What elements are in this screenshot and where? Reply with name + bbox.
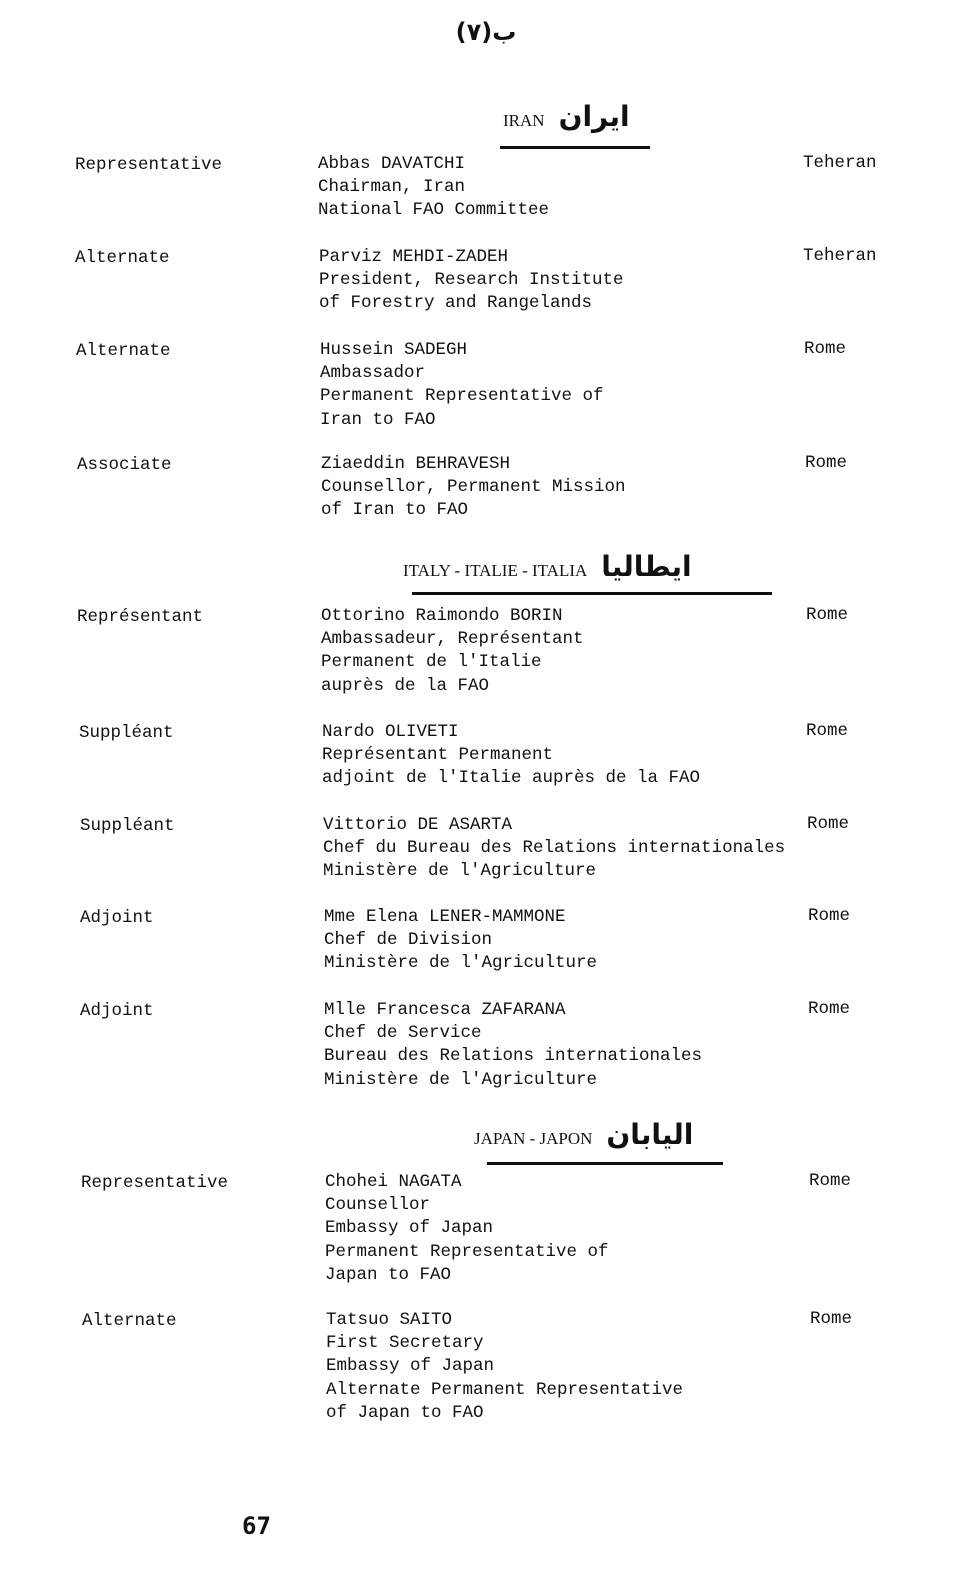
country-heading bbox=[503, 100, 630, 133]
delegate-role: Alternate bbox=[75, 248, 170, 268]
page-number: 67 bbox=[242, 1512, 271, 1540]
delegate-title-line: President, Research Institute bbox=[319, 270, 624, 291]
delegate-location: Rome bbox=[807, 814, 850, 834]
delegate-details bbox=[321, 605, 584, 698]
delegate-location: Rome bbox=[804, 339, 847, 359]
delegate-title-line: Chef du Bureau des Relations internationales bbox=[323, 838, 786, 859]
delegate-title-line: Permanent Representative of bbox=[325, 1241, 609, 1262]
delegate-title-line: Chairman, Iran bbox=[318, 177, 466, 198]
delegate-title-line: Représentant Permanent bbox=[322, 745, 554, 766]
delegate-role: Suppléant bbox=[79, 723, 174, 743]
delegate-title-line: Chef de Service bbox=[324, 1023, 482, 1044]
delegate-location: Teheran bbox=[803, 153, 877, 173]
delegate-details bbox=[318, 153, 549, 223]
delegate-name: Chohei NAGATA bbox=[325, 1172, 462, 1192]
delegate-name: Abbas DAVATCHI bbox=[318, 154, 466, 174]
delegate-role: Adjoint bbox=[80, 1001, 154, 1021]
delegate-title-line: of Japan to FAO bbox=[326, 1402, 484, 1423]
delegate-name: Ottorino Raimondo BORIN bbox=[321, 606, 563, 626]
country-name-latin: JAPAN - JAPON bbox=[474, 1129, 593, 1148]
delegate-name: Mlle Francesca ZAFARANA bbox=[324, 1000, 566, 1020]
country-heading bbox=[403, 550, 692, 583]
delegate-title-line: Chef de Division bbox=[324, 930, 493, 951]
delegate-title-line: Ministère de l'Agriculture bbox=[324, 1069, 598, 1090]
delegate-name: Nardo OLIVETI bbox=[322, 722, 459, 742]
delegate-title-line: Embassy of Japan bbox=[326, 1356, 495, 1377]
delegate-title-line: Embassy of Japan bbox=[325, 1218, 494, 1239]
delegate-details bbox=[319, 246, 624, 316]
country-underline bbox=[412, 592, 772, 595]
delegate-title-line: Bureau des Relations internationales bbox=[324, 1046, 703, 1067]
delegate-title-line: Ambassadeur, Représentant bbox=[321, 629, 584, 650]
delegate-details bbox=[325, 1171, 609, 1287]
delegate-location: Teheran bbox=[803, 246, 877, 266]
delegate-title-line: of Iran to FAO bbox=[321, 500, 469, 521]
delegate-role: Adjoint bbox=[80, 908, 154, 928]
delegate-name: Mme Elena LENER-MAMMONE bbox=[324, 907, 566, 927]
country-name-arabic: اليابان bbox=[606, 1118, 694, 1151]
delegate-role: Représentant bbox=[77, 607, 204, 627]
delegate-title-line: Ambassador bbox=[320, 363, 426, 384]
delegate-name: Ziaeddin BEHRAVESH bbox=[321, 454, 511, 474]
country-name-arabic: ايطاليا bbox=[601, 550, 692, 583]
delegate-title-line: Japan to FAO bbox=[325, 1264, 452, 1285]
country-name-latin: ITALY - ITALIE - ITALIA bbox=[403, 561, 588, 580]
delegate-name: Tatsuo SAITO bbox=[326, 1310, 453, 1330]
delegate-title-line: auprès de la FAO bbox=[321, 675, 490, 696]
delegate-location: Rome bbox=[805, 453, 848, 473]
country-name-latin: IRAN bbox=[503, 111, 545, 130]
delegate-details bbox=[326, 1309, 683, 1425]
delegate-details bbox=[324, 999, 702, 1092]
delegate-title-line: of Forestry and Rangelands bbox=[319, 293, 593, 314]
delegate-location: Rome bbox=[809, 1171, 852, 1191]
country-heading bbox=[474, 1118, 693, 1151]
delegate-title-line: National FAO Committee bbox=[318, 200, 550, 221]
delegate-name: Parviz MEHDI-ZADEH bbox=[319, 247, 509, 267]
delegate-details bbox=[320, 339, 604, 432]
delegate-title-line: Alternate Permanent Representative bbox=[326, 1379, 684, 1400]
country-underline bbox=[487, 1162, 723, 1165]
delegate-name: Vittorio DE ASARTA bbox=[323, 815, 513, 835]
delegate-location: Rome bbox=[806, 605, 849, 625]
page-header: ب(٧) bbox=[455, 18, 517, 46]
delegate-location: Rome bbox=[808, 906, 851, 926]
delegate-title-line: First Secretary bbox=[326, 1333, 484, 1354]
delegate-details bbox=[321, 453, 626, 523]
delegate-details bbox=[324, 906, 597, 976]
delegate-role: Suppléant bbox=[80, 816, 175, 836]
delegate-location: Rome bbox=[806, 721, 849, 741]
delegate-title-line: Iran to FAO bbox=[320, 409, 436, 430]
delegate-location: Rome bbox=[810, 1309, 853, 1329]
delegate-title-line: Ministère de l'Agriculture bbox=[323, 861, 597, 882]
delegate-title-line: Counsellor, Permanent Mission bbox=[321, 477, 626, 498]
delegate-title-line: Counsellor bbox=[325, 1195, 431, 1216]
delegate-details bbox=[323, 814, 785, 884]
delegate-location: Rome bbox=[808, 999, 851, 1019]
country-underline bbox=[500, 146, 650, 149]
delegate-title-line: adjoint de l'Italie auprès de la FAO bbox=[322, 768, 701, 789]
delegate-role: Representative bbox=[75, 155, 223, 175]
country-name-arabic: ايران bbox=[558, 100, 630, 133]
delegate-role: Alternate bbox=[76, 341, 171, 361]
delegate-role: Associate bbox=[77, 455, 172, 475]
delegate-role: Representative bbox=[81, 1173, 229, 1193]
delegate-title-line: Ministère de l'Agriculture bbox=[324, 953, 598, 974]
delegate-name: Hussein SADEGH bbox=[320, 340, 468, 360]
delegate-details bbox=[322, 721, 700, 791]
delegate-title-line: Permanent Representative of bbox=[320, 386, 604, 407]
delegate-role: Alternate bbox=[82, 1311, 177, 1331]
delegate-title-line: Permanent de l'Italie bbox=[321, 652, 542, 673]
